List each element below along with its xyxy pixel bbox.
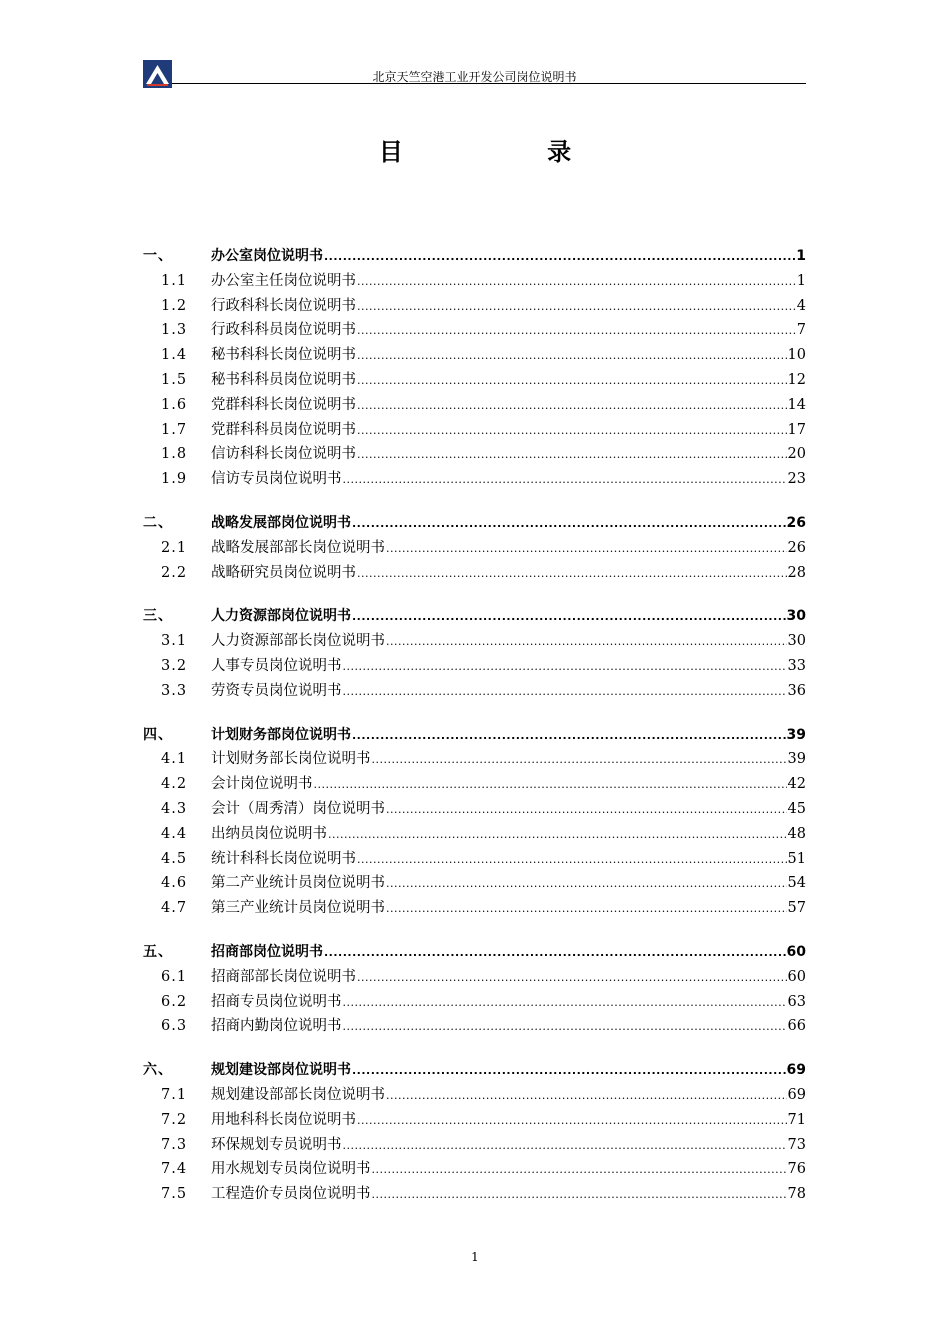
dot-leader xyxy=(343,1134,787,1159)
header-rule xyxy=(172,83,806,84)
toc-entry[interactable] xyxy=(143,393,806,418)
toc-entry[interactable] xyxy=(143,629,806,654)
entry-number: 1.1 xyxy=(161,272,188,289)
entry-page-number: 63 xyxy=(787,993,806,1010)
toc-entry[interactable] xyxy=(143,871,806,896)
page-header xyxy=(143,60,806,90)
section-number: 二、 xyxy=(143,514,173,531)
section-title[interactable]: 计划财务部岗位说明书 xyxy=(211,726,351,743)
section-page-number: 69 xyxy=(786,1062,806,1079)
dot-leader xyxy=(386,897,787,922)
entry-title[interactable]: 第三产业统计员岗位说明书 xyxy=(211,900,385,917)
entry-page-number: 30 xyxy=(787,633,806,650)
entry-page-number: 60 xyxy=(787,968,806,985)
dot-leader xyxy=(328,823,787,848)
entry-title[interactable]: 行政科科长岗位说明书 xyxy=(211,297,356,314)
entry-page-number: 71 xyxy=(787,1111,806,1128)
entry-number: 6.2 xyxy=(161,993,188,1010)
section-title[interactable]: 规划建设部岗位说明书 xyxy=(211,1062,351,1079)
entry-number: 1.8 xyxy=(161,446,188,463)
entry-line xyxy=(211,318,806,344)
entry-title[interactable]: 工程造价专员岗位说明书 xyxy=(211,1186,371,1203)
entry-page-number: 36 xyxy=(787,682,806,699)
entry-number: 4.7 xyxy=(161,900,188,917)
toc-entry[interactable] xyxy=(143,442,806,467)
entry-page-number: 10 xyxy=(787,347,806,364)
dot-leader xyxy=(357,394,787,419)
entry-title[interactable]: 办公室主任岗位说明书 xyxy=(211,272,356,289)
toc-entry[interactable] xyxy=(143,269,806,294)
toc-section xyxy=(143,723,806,921)
entry-number: 4.1 xyxy=(161,751,188,768)
dot-leader xyxy=(352,605,786,630)
entry-page-number: 33 xyxy=(787,657,806,674)
entry-page-number: 1 xyxy=(796,272,806,289)
entry-number: 6.3 xyxy=(161,1018,188,1035)
entry-page-number: 78 xyxy=(787,1186,806,1203)
entry-title[interactable]: 党群科科员岗位说明书 xyxy=(211,421,356,438)
entry-line xyxy=(211,418,806,444)
toc-entry[interactable] xyxy=(143,965,806,990)
section-entry-line xyxy=(211,940,806,966)
section-number: 四、 xyxy=(143,726,173,743)
dot-leader xyxy=(324,245,795,270)
entry-number: 7.4 xyxy=(161,1161,188,1178)
entry-page-number: 57 xyxy=(787,900,806,917)
entry-line xyxy=(211,629,806,655)
entry-number: 4.6 xyxy=(161,875,188,892)
entry-line xyxy=(211,1182,806,1208)
entry-line xyxy=(211,847,806,873)
entry-page-number: 14 xyxy=(787,396,806,413)
entry-number: 3.1 xyxy=(161,633,188,650)
entry-number: 7.2 xyxy=(161,1111,188,1128)
section-page-number: 39 xyxy=(786,726,806,743)
entry-number: 1.5 xyxy=(161,371,188,388)
section-number: 三、 xyxy=(143,608,173,625)
entry-line xyxy=(211,467,806,493)
entry-line xyxy=(211,797,806,823)
dot-leader xyxy=(372,1183,787,1208)
dot-leader xyxy=(357,419,787,444)
entry-title[interactable]: 用水规划专员岗位说明书 xyxy=(211,1161,371,1178)
entry-number: 1.7 xyxy=(161,421,188,438)
dot-leader xyxy=(386,630,787,655)
section-page-number: 1 xyxy=(796,248,806,264)
entry-number: 2.1 xyxy=(161,539,188,556)
section-page-number: 30 xyxy=(786,608,806,625)
entry-line xyxy=(211,536,806,562)
toc-section-heading[interactable] xyxy=(143,1058,806,1083)
toc-entry[interactable] xyxy=(143,561,806,586)
entry-page-number: 23 xyxy=(787,471,806,488)
entry-page-number: 12 xyxy=(787,371,806,388)
entry-number: 6.1 xyxy=(161,968,188,985)
entry-page-number: 69 xyxy=(787,1086,806,1103)
section-title[interactable]: 战略发展部岗位说明书 xyxy=(211,514,351,531)
toc-entry[interactable] xyxy=(143,654,806,679)
section-number: 五、 xyxy=(143,943,173,960)
entry-title[interactable]: 统计科科长岗位说明书 xyxy=(211,850,356,867)
entry-number: 3.2 xyxy=(161,657,188,674)
dot-leader xyxy=(357,848,787,873)
entry-line xyxy=(211,871,806,897)
entry-line xyxy=(211,896,806,922)
toc-entry[interactable] xyxy=(143,772,806,797)
entry-number: 7.5 xyxy=(161,1186,188,1203)
page-number: 1 xyxy=(471,1250,479,1264)
dot-leader xyxy=(352,724,786,749)
section-entry-line xyxy=(211,1058,806,1084)
dot-leader xyxy=(357,319,796,344)
section-title[interactable]: 人力资源部岗位说明书 xyxy=(211,608,351,625)
entry-page-number: 51 xyxy=(787,850,806,867)
toc-section xyxy=(143,604,806,703)
section-title[interactable]: 办公室岗位说明书 xyxy=(211,248,323,264)
entry-line xyxy=(211,1133,806,1159)
dot-leader xyxy=(386,798,787,823)
page-title: 目 录 xyxy=(378,138,640,166)
entry-page-number: 17 xyxy=(787,421,806,438)
entry-line xyxy=(211,1157,806,1183)
entry-page-number: 7 xyxy=(796,322,806,339)
toc-section xyxy=(143,1058,806,1207)
toc-entry[interactable] xyxy=(143,368,806,393)
toc-entry[interactable] xyxy=(143,536,806,561)
entry-page-number: 4 xyxy=(796,297,806,314)
section-entry-line xyxy=(211,511,806,537)
dot-leader xyxy=(352,512,786,537)
entry-line xyxy=(211,561,806,587)
entry-number: 1.2 xyxy=(161,297,188,314)
toc-section-heading[interactable] xyxy=(143,723,806,748)
toc-entry[interactable] xyxy=(143,1108,806,1133)
dot-leader xyxy=(324,941,786,966)
entry-line xyxy=(211,822,806,848)
entry-line xyxy=(211,1014,806,1040)
entry-title[interactable]: 秘书科科员岗位说明书 xyxy=(211,371,356,388)
entry-number: 1.4 xyxy=(161,347,188,364)
dot-leader xyxy=(343,468,787,493)
dot-leader xyxy=(357,369,787,394)
entry-line xyxy=(211,269,806,295)
entry-page-number: 66 xyxy=(787,1018,806,1035)
entry-line xyxy=(211,747,806,773)
dot-leader xyxy=(357,562,787,587)
entry-line xyxy=(211,294,806,320)
section-number: 六、 xyxy=(143,1062,173,1079)
toc-section-heading[interactable] xyxy=(143,940,806,965)
entry-title[interactable]: 信访科科长岗位说明书 xyxy=(211,446,356,463)
entry-page-number: 39 xyxy=(787,751,806,768)
entry-title[interactable]: 第二产业统计员岗位说明书 xyxy=(211,875,385,892)
toc-entry[interactable] xyxy=(143,847,806,872)
entry-number: 1.6 xyxy=(161,396,188,413)
toc-entry[interactable] xyxy=(143,1157,806,1182)
entry-number: 4.3 xyxy=(161,800,188,817)
entry-title[interactable]: 信访专员岗位说明书 xyxy=(211,471,342,488)
entry-number: 7.1 xyxy=(161,1086,188,1103)
toc-entry[interactable] xyxy=(143,822,806,847)
toc-section xyxy=(143,511,806,585)
entry-line xyxy=(211,990,806,1016)
section-page-number: 60 xyxy=(786,943,806,960)
toc-entry[interactable] xyxy=(143,1182,806,1207)
toc-section-heading[interactable] xyxy=(143,604,806,629)
entry-number: 1.9 xyxy=(161,471,188,488)
dot-leader xyxy=(372,748,787,773)
entry-title[interactable]: 人力资源部部长岗位说明书 xyxy=(211,633,385,650)
section-entry-line xyxy=(211,604,806,630)
toc-entry[interactable] xyxy=(143,679,806,704)
entry-number: 3.3 xyxy=(161,682,188,699)
entry-page-number: 26 xyxy=(787,539,806,556)
section-title[interactable]: 招商部岗位说明书 xyxy=(211,943,323,960)
dot-leader xyxy=(343,680,787,705)
entry-title[interactable]: 用地科科长岗位说明书 xyxy=(211,1111,356,1128)
entry-line xyxy=(211,965,806,991)
entry-page-number: 48 xyxy=(787,825,806,842)
toc-entry[interactable] xyxy=(143,1083,806,1108)
entry-page-number: 20 xyxy=(787,446,806,463)
entry-title[interactable]: 出纳员岗位说明书 xyxy=(211,825,327,842)
entry-line xyxy=(211,442,806,468)
toc-section xyxy=(143,940,806,1039)
toc-entry[interactable] xyxy=(143,318,806,343)
entry-title[interactable]: 行政科科员岗位说明书 xyxy=(211,322,356,339)
section-entry-line xyxy=(211,244,806,270)
dot-leader xyxy=(357,443,787,468)
entry-line xyxy=(211,343,806,369)
toc-entry[interactable] xyxy=(143,797,806,822)
toc-entry[interactable] xyxy=(143,418,806,443)
entry-number: 4.5 xyxy=(161,850,188,867)
entry-page-number: 28 xyxy=(787,564,806,581)
entry-title[interactable]: 招商专员岗位说明书 xyxy=(211,993,342,1010)
entry-page-number: 42 xyxy=(787,776,806,793)
entry-title[interactable]: 规划建设部部长岗位说明书 xyxy=(211,1086,385,1103)
entry-number: 7.3 xyxy=(161,1136,188,1153)
entry-title[interactable]: 人事专员岗位说明书 xyxy=(211,657,342,674)
dot-leader xyxy=(314,773,787,798)
dot-leader xyxy=(386,537,787,562)
entry-title[interactable]: 招商部部长岗位说明书 xyxy=(211,968,356,985)
toc-entry[interactable] xyxy=(143,294,806,319)
toc-entry[interactable] xyxy=(143,747,806,772)
entry-title[interactable]: 会计（周秀清）岗位说明书 xyxy=(211,800,385,817)
entry-number: 2.2 xyxy=(161,564,188,581)
dot-leader xyxy=(386,872,787,897)
toc-section xyxy=(143,244,806,492)
entry-page-number: 45 xyxy=(787,800,806,817)
header-title: 北京天竺空港工业开发公司岗位说明书 xyxy=(372,70,577,84)
entry-line xyxy=(211,393,806,419)
entry-line xyxy=(211,679,806,705)
entry-title[interactable]: 党群科科长岗位说明书 xyxy=(211,396,356,413)
dot-leader xyxy=(343,655,787,680)
toc-entry[interactable] xyxy=(143,1014,806,1039)
dot-leader xyxy=(357,270,796,295)
entry-number: 4.2 xyxy=(161,776,188,793)
toc-entry[interactable] xyxy=(143,343,806,368)
entry-title[interactable]: 会计岗位说明书 xyxy=(211,776,313,793)
section-entry-line xyxy=(211,723,806,749)
entry-line xyxy=(211,772,806,798)
entry-title[interactable]: 计划财务部长岗位说明书 xyxy=(211,751,371,768)
dot-leader xyxy=(357,966,787,991)
section-page-number: 26 xyxy=(786,514,806,531)
entry-line xyxy=(211,1083,806,1109)
dot-leader xyxy=(386,1084,787,1109)
entry-title[interactable]: 招商内勤岗位说明书 xyxy=(211,1018,342,1035)
entry-line xyxy=(211,368,806,394)
entry-line xyxy=(211,654,806,680)
entry-page-number: 73 xyxy=(787,1136,806,1153)
dot-leader xyxy=(357,344,787,369)
entry-title[interactable]: 战略发展部部长岗位说明书 xyxy=(211,539,385,556)
dot-leader xyxy=(357,1109,787,1134)
dot-leader xyxy=(372,1158,787,1183)
dot-leader xyxy=(343,991,787,1016)
entry-page-number: 76 xyxy=(787,1161,806,1178)
toc-entry[interactable] xyxy=(143,467,806,492)
dot-leader xyxy=(343,1015,787,1040)
toc-entry[interactable] xyxy=(143,896,806,921)
toc-section-heading[interactable] xyxy=(143,511,806,536)
toc-entry[interactable] xyxy=(143,990,806,1015)
toc-entry[interactable] xyxy=(143,1133,806,1158)
toc-section-heading[interactable] xyxy=(143,244,806,269)
dot-leader xyxy=(352,1059,786,1084)
entry-number: 1.3 xyxy=(161,322,188,339)
entry-title[interactable]: 战略研究员岗位说明书 xyxy=(211,564,356,581)
section-number: 一、 xyxy=(143,248,173,264)
entry-line xyxy=(211,1108,806,1134)
entry-title[interactable]: 劳资专员岗位说明书 xyxy=(211,682,342,699)
dot-leader xyxy=(357,295,796,320)
entry-title[interactable]: 秘书科科长岗位说明书 xyxy=(211,347,356,364)
entry-title[interactable]: 环保规划专员说明书 xyxy=(211,1136,342,1153)
entry-number: 4.4 xyxy=(161,825,188,842)
entry-page-number: 54 xyxy=(787,875,806,892)
table-of-contents xyxy=(143,244,806,1226)
